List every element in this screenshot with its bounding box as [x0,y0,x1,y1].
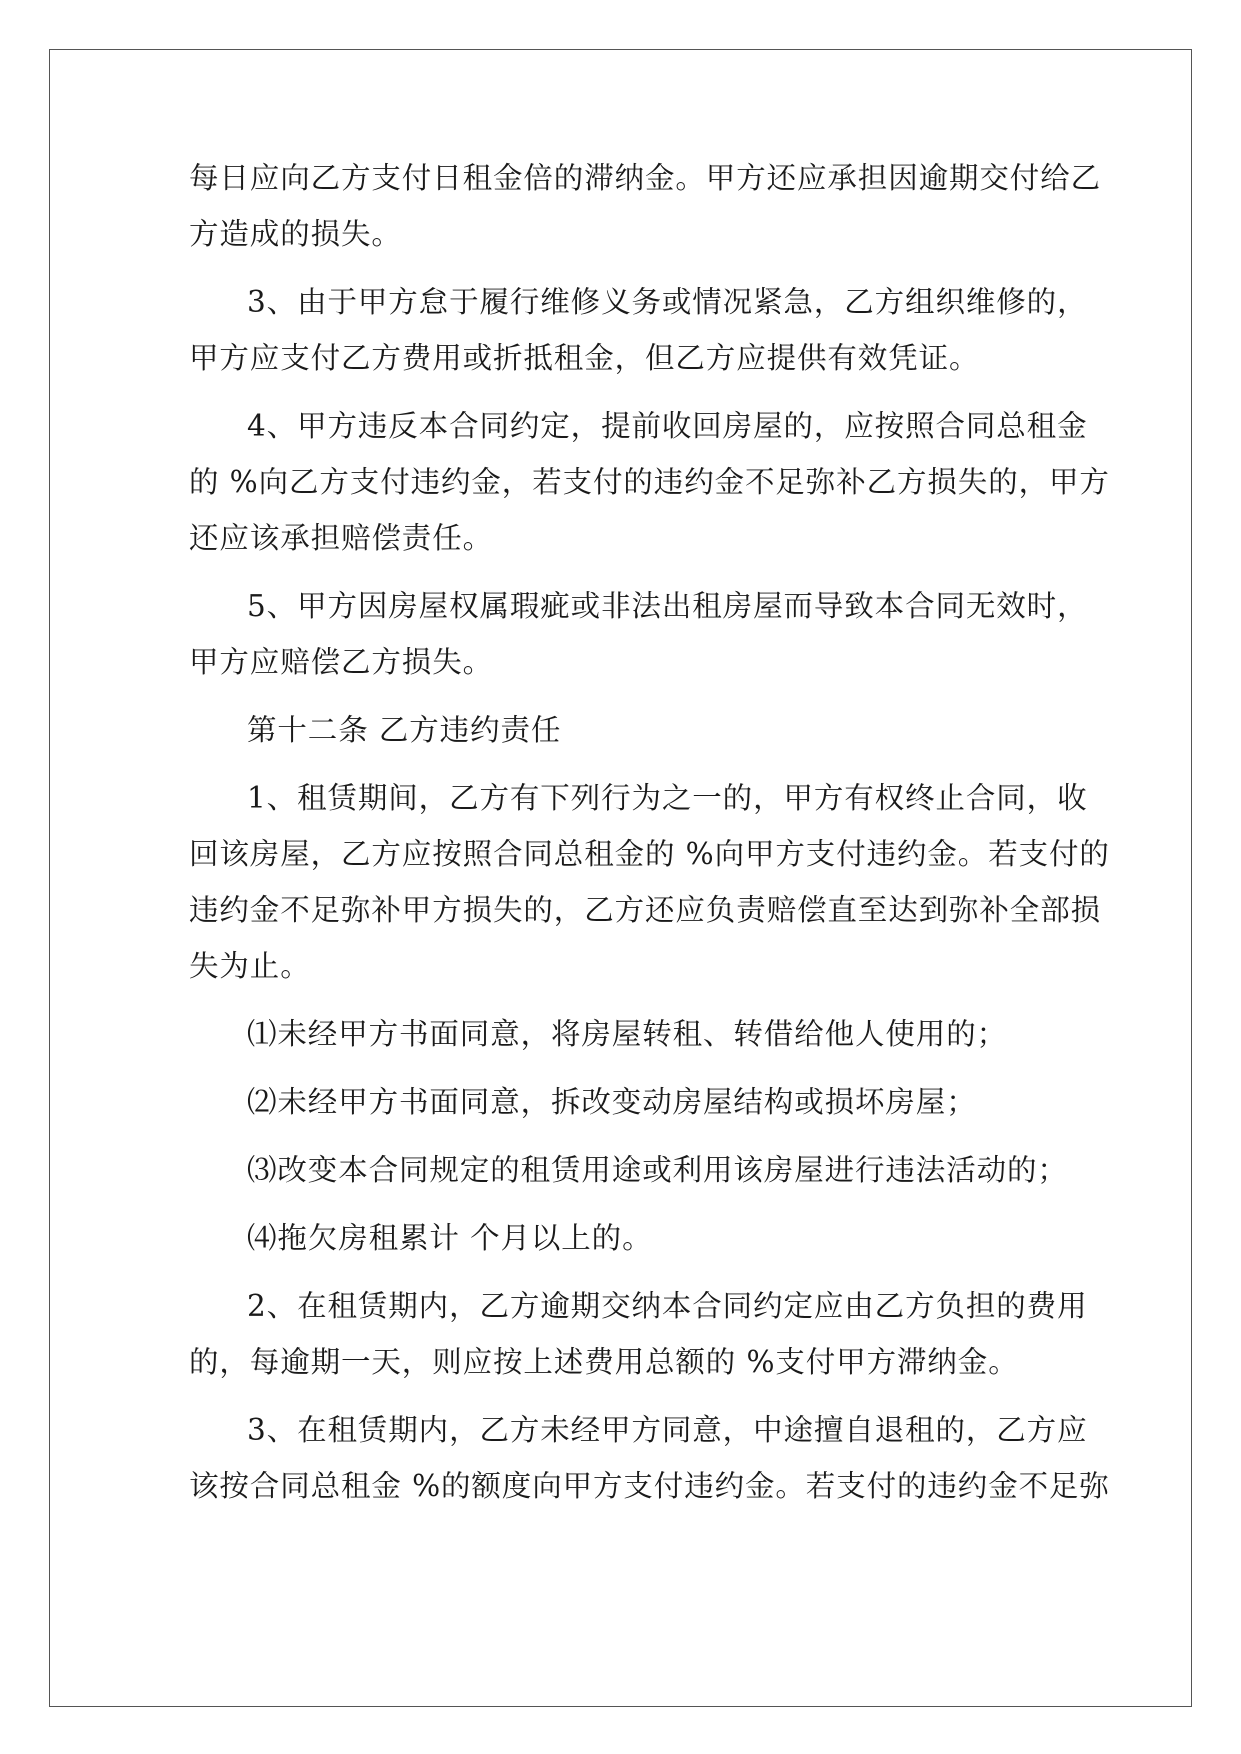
text-line: 3、在租赁期内，乙方未经甲方同意，中途擅自退租的，乙方应 [247,1413,1088,1447]
text-line: 失为止。 [189,949,311,983]
text-line: 甲方应赔偿乙方损失。 [189,645,494,679]
text-line: 方造成的损失。 [189,217,402,251]
text-line: 1、租赁期间，乙方有下列行为之一的，甲方有权终止合同，收 [247,781,1088,815]
text-line: 该按合同总租金 %的额度向甲方支付违约金。若支付的违约金不足弥 [189,1469,1110,1503]
list-item: ⑶改变本合同规定的租赁用途或利用该房屋进行违法活动的； [247,1153,1068,1187]
text-line: 回该房屋，乙方应按照合同总租金的 %向甲方支付违约金。若支付的 [189,837,1110,871]
text-line: 2、在租赁期内，乙方逾期交纳本合同约定应由乙方负担的费用 [247,1289,1088,1323]
text-line: 5、甲方因房屋权属瑕疵或非法出租房屋而导致本合同无效时， [247,589,1088,623]
text-line: 违约金不足弥补甲方损失的，乙方还应负责赔偿直至达到弥补全部损 [189,893,1102,927]
list-item: ⑴未经甲方书面同意，将房屋转租、转借给他人使用的； [247,1017,1008,1051]
text-line: 还应该承担赔偿责任。 [189,521,494,555]
list-item: ⑷拖欠房租累计 个月以上的。 [247,1221,653,1255]
text-line: 的，每逾期一天，则应按上述费用总额的 %支付甲方滞纳金。 [189,1345,1019,1379]
text-line: 每日应向乙方支付日租金倍的滞纳金。甲方还应承担因逾期交付给乙 [189,161,1102,195]
text-line: 甲方应支付乙方费用或折抵租金，但乙方应提供有效凭证。 [189,341,980,375]
section-heading: 第十二条 乙方违约责任 [247,713,562,747]
list-item: ⑵未经甲方书面同意，拆改变动房屋结构或损坏房屋； [247,1085,977,1119]
text-line: 的 %向乙方支付违约金，若支付的违约金不足弥补乙方损失的，甲方 [189,465,1110,499]
text-line: 4、甲方违反本合同约定，提前收回房屋的，应按照合同总租金 [247,409,1088,443]
text-line: 3、由于甲方怠于履行维修义务或情况紧急，乙方组织维修的， [247,285,1088,319]
